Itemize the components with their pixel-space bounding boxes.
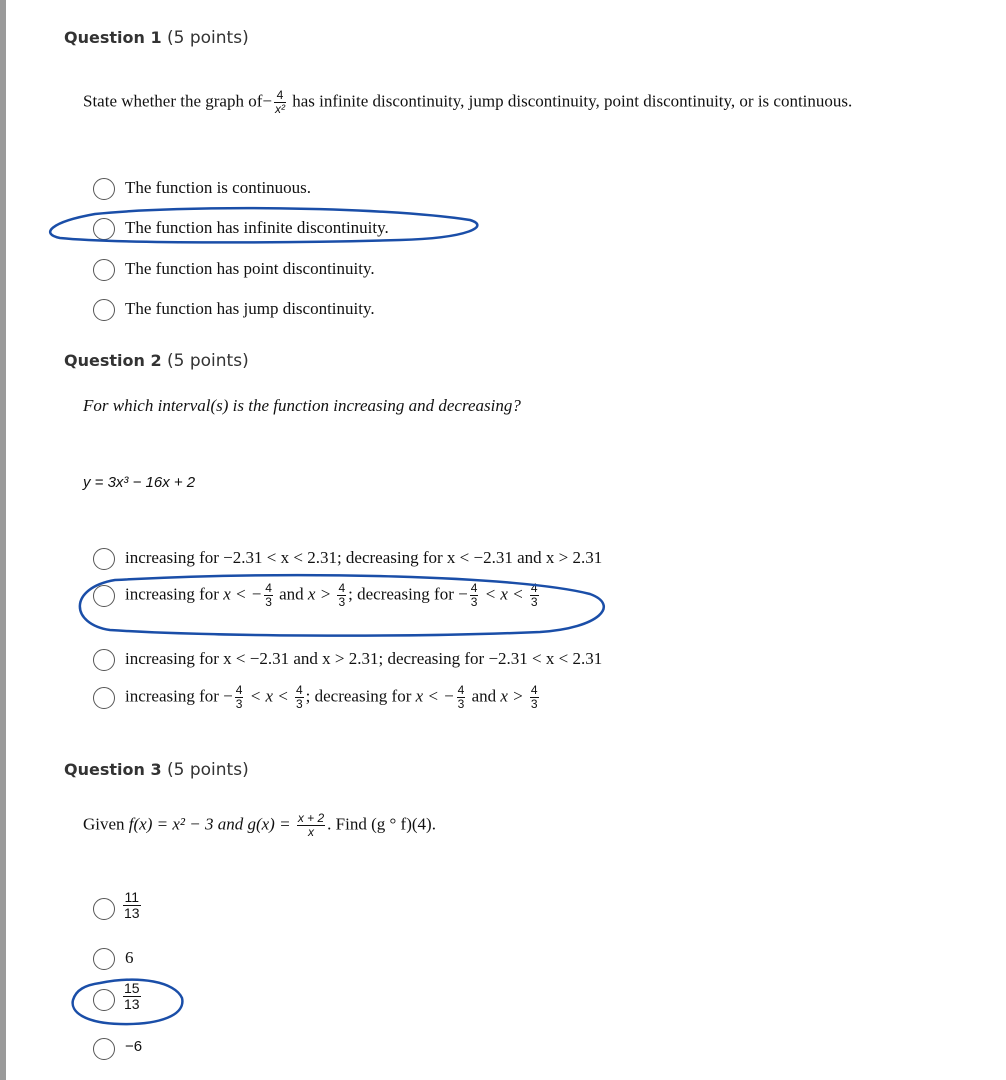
fraction-numerator: 15 (124, 980, 140, 996)
fraction-denominator: 3 (470, 595, 478, 609)
prompt-text: f(x) = x² − 3 and g(x) = (128, 814, 295, 834)
fraction (530, 684, 539, 711)
option-text: ; decreasing for − (348, 584, 468, 604)
radio-button[interactable] (93, 299, 115, 321)
fraction (337, 582, 346, 609)
fraction-denominator: 3 (457, 697, 465, 711)
option-text: x > (307, 584, 336, 604)
option-label[interactable]: The function is continuous. (125, 178, 312, 197)
fraction-denominator: 3 (338, 595, 346, 609)
option-label[interactable] (121, 981, 143, 1012)
fraction-denominator: x (307, 825, 314, 839)
radio-button[interactable] (93, 585, 115, 607)
radio-button[interactable] (93, 178, 115, 200)
option-text: < x < (480, 584, 528, 604)
option-label[interactable] (125, 582, 541, 609)
option-text: x < − (415, 686, 455, 706)
fraction (297, 812, 325, 839)
fraction (530, 582, 539, 609)
fraction (123, 890, 141, 921)
fraction-denominator: 3 (235, 697, 243, 711)
option-label[interactable]: 6 (125, 948, 134, 967)
question-number: Question 3 (64, 760, 162, 779)
option-text: and (467, 686, 501, 706)
left-edge-bar (0, 0, 6, 1080)
fraction (264, 582, 273, 609)
prompt-text: Given (83, 814, 129, 834)
fraction-numerator: x + 2 (297, 811, 325, 825)
fraction-numerator: 4 (338, 581, 346, 595)
option-text: and (274, 584, 308, 604)
question-points: (5 points) (167, 351, 249, 371)
question-points: (5 points) (167, 28, 249, 48)
fraction-numerator: 4 (457, 683, 465, 697)
fraction-numerator: 4 (295, 683, 303, 697)
option-label[interactable]: −6 (125, 1038, 143, 1055)
option-label[interactable]: The function has infinite discontinuity. (125, 218, 389, 237)
prompt-text: has infinite discontinuity, jump discontinuity, point discontinuity, or is continuous. (292, 91, 853, 111)
option-text: increasing for − (125, 686, 233, 706)
fraction-numerator: 4 (470, 581, 478, 595)
fraction-numerator: 4 (265, 581, 272, 595)
radio-button[interactable] (93, 548, 115, 570)
radio-button[interactable] (93, 989, 115, 1011)
option-text: x > (500, 686, 528, 706)
option-label[interactable]: increasing for x < −2.31 and x > 2.31; decreasing for −2.31 < x < 2.31 (125, 649, 603, 668)
option-text: ; decreasing for (305, 686, 416, 706)
question-1-prompt (83, 89, 852, 116)
fraction-denominator: 13 (124, 905, 140, 921)
fraction-denominator: 3 (530, 697, 538, 711)
question-3-header (64, 760, 249, 780)
option-text: increasing for (125, 584, 224, 604)
fraction (295, 684, 304, 711)
fraction-denominator: 13 (124, 996, 140, 1012)
equation-text: y = 3x³ − 16x + 2 (83, 474, 196, 491)
radio-button[interactable] (93, 649, 115, 671)
option-label[interactable] (121, 890, 143, 921)
fraction-numerator: 11 (124, 889, 140, 905)
radio-button[interactable] (93, 1038, 115, 1060)
option-text: < x < (245, 686, 293, 706)
option-label[interactable]: The function has point discontinuity. (125, 259, 375, 278)
fraction (470, 582, 479, 609)
question-number: Question 1 (64, 28, 162, 47)
fraction-denominator: 3 (295, 697, 303, 711)
fraction-denominator: 3 (530, 595, 538, 609)
option-label[interactable] (125, 684, 541, 711)
question-1-header (64, 28, 249, 48)
fraction (123, 981, 141, 1012)
option-text: x < − (223, 584, 263, 604)
question-points: (5 points) (167, 760, 249, 780)
radio-button[interactable] (93, 948, 115, 970)
fraction-numerator: 4 (274, 89, 286, 103)
fraction-denominator: x² (274, 102, 285, 116)
question-2-prompt: For which interval(s) is the function increasing and decreasing? (83, 396, 521, 415)
fraction (235, 684, 244, 711)
fraction (274, 89, 286, 116)
fraction-numerator: 4 (530, 683, 538, 697)
minus-sign: − (262, 91, 272, 111)
fraction-denominator: 3 (265, 595, 272, 609)
option-label[interactable]: The function has jump discontinuity. (125, 299, 375, 318)
fraction-numerator: 4 (530, 581, 538, 595)
prompt-text: State whether the graph of (83, 91, 263, 111)
question-2-equation (83, 474, 195, 491)
question-2-header (64, 351, 249, 371)
question-3-prompt (83, 812, 436, 839)
radio-button[interactable] (93, 687, 115, 709)
radio-button[interactable] (93, 898, 115, 920)
radio-button[interactable] (93, 259, 115, 281)
fraction-numerator: 4 (235, 683, 243, 697)
question-number: Question 2 (64, 351, 162, 370)
radio-button[interactable] (93, 218, 115, 240)
option-label[interactable]: increasing for −2.31 < x < 2.31; decreasing for x < −2.31 and x > 2.31 (125, 548, 603, 567)
fraction (457, 684, 466, 711)
prompt-text: . Find (g ° f)(4). (327, 814, 436, 834)
